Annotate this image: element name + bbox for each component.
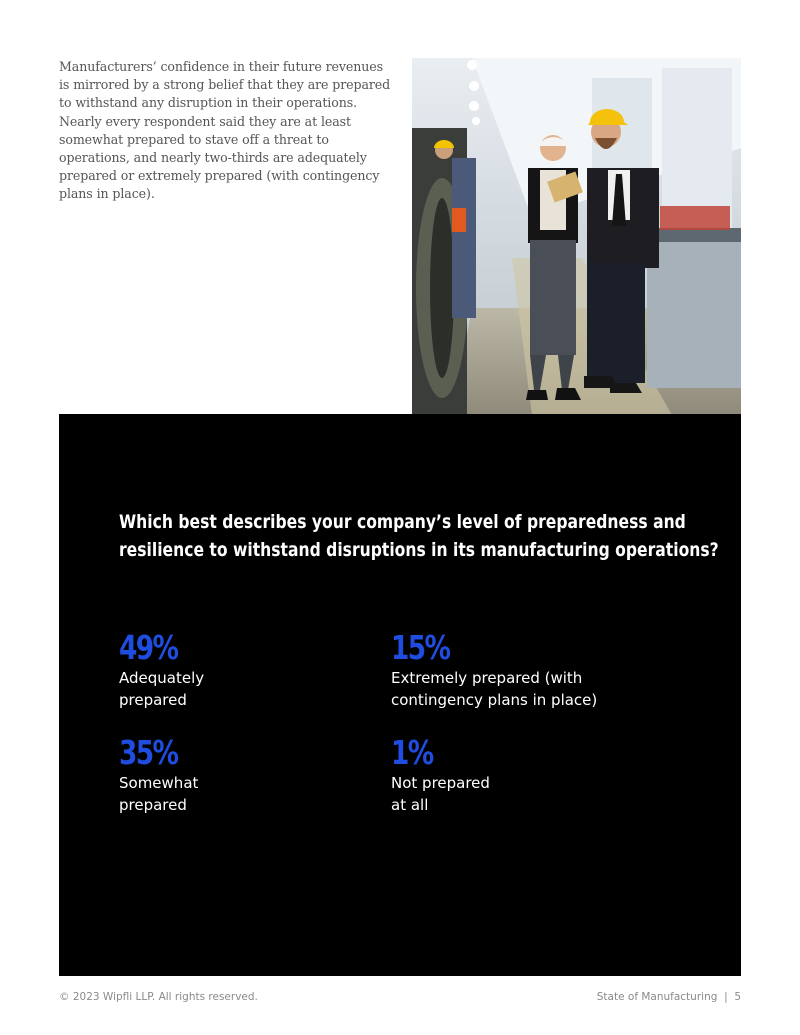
stat-extremely-prepared	[391, 630, 597, 711]
stat-label: Somewhat prepared	[119, 774, 199, 814]
footer-report-title: State of Manufacturing	[596, 991, 718, 1003]
stat-percentage: 1%	[391, 733, 433, 772]
question-line-2: resilience to withstand disruptions in its manufacturing operations?	[119, 539, 719, 561]
footer-copyright: © 2023 Wipfli LLP. All rights reserved.	[59, 991, 258, 1003]
footer-page-info	[597, 991, 741, 1003]
stat-not-prepared	[391, 735, 490, 816]
stat-label: Adequately prepared	[119, 669, 205, 709]
factory-photo	[412, 58, 741, 415]
stat-percentage: 15%	[391, 628, 450, 667]
stat-percentage: 49%	[119, 628, 178, 667]
stat-adequately-prepared	[119, 630, 204, 711]
page-number: 5	[734, 991, 741, 1003]
footer-separator: |	[724, 991, 728, 1003]
survey-question	[119, 508, 719, 564]
intro-paragraph: Manufacturers’ confidence in their future revenues is mirrored by a strong belief that they are prepared to withstand any disruption in their operations. Nearly every respondent said they are at least somewhat prepared to stave off a threat to operations, and nearly two-thirds are adequately prepared or extremely prepared (with contingency plans in place).	[59, 59, 391, 202]
stat-label: Not prepared at all	[391, 774, 490, 814]
stat-somewhat-prepared	[119, 735, 198, 816]
question-line-1: Which best describes your company’s level of preparedness and	[119, 511, 686, 533]
survey-panel	[59, 414, 741, 976]
stat-label: Extremely prepared (with contingency plans in place)	[391, 669, 598, 709]
stat-percentage: 35%	[119, 733, 178, 772]
